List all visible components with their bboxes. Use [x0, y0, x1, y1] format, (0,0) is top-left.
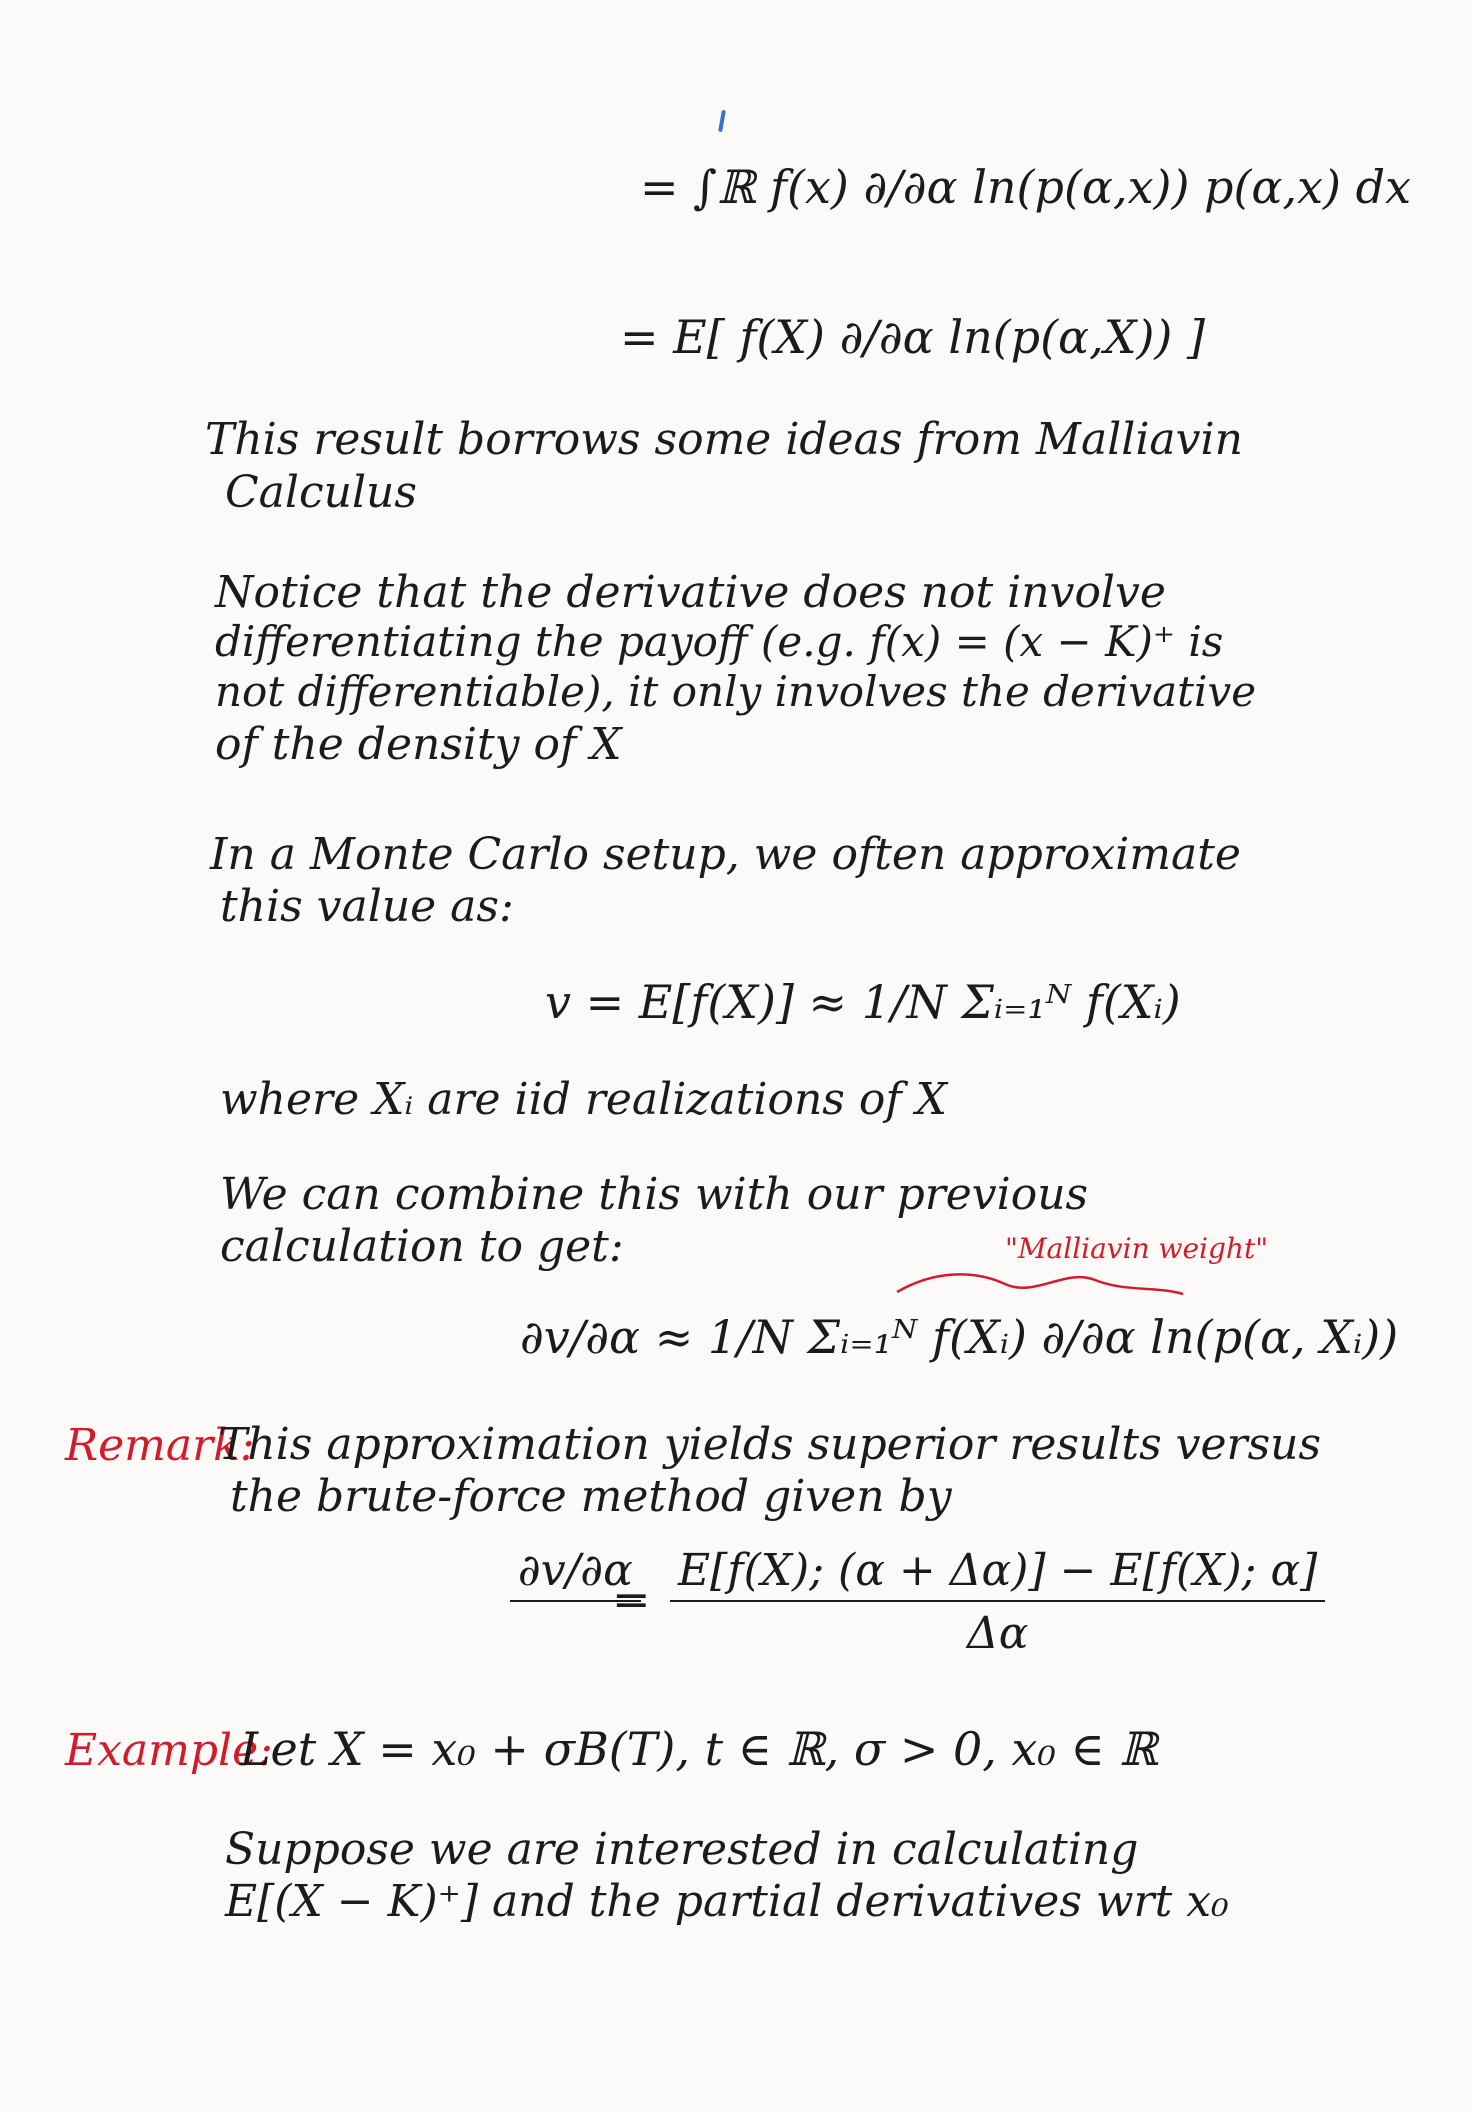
- remark-line2: the brute-force method given by: [230, 1471, 952, 1522]
- paragraph-malliavin-line2: Calculus: [225, 467, 417, 518]
- remark-line1: This approximation yields superior results versus: [218, 1419, 1322, 1470]
- equation-monte-carlo: v = E[f(X)] ≈ 1/N Σᵢ₌₁ᴺ f(Xᵢ): [545, 975, 1181, 1029]
- remark-label: Remark:: [65, 1420, 255, 1471]
- paragraph-suppose-line1: Suppose we are interested in calculating: [225, 1824, 1139, 1875]
- paragraph-combine-line2: calculation to get:: [220, 1221, 624, 1272]
- paragraph-notice-line2: differentiating the payoff (e.g. f(x) = (x − K)⁺ is: [215, 617, 1224, 666]
- paragraph-notice-line1: Notice that the derivative does not involve: [215, 567, 1166, 618]
- paragraph-montecarlo-line2: this value as:: [220, 881, 514, 932]
- paragraph-montecarlo-line1: In a Monte Carlo setup, we often approximate: [210, 829, 1241, 880]
- example-definition: Let X = x₀ + σB(T), t ∈ ℝ, σ > 0, x₀ ∈ ℝ: [240, 1722, 1158, 1776]
- finite-difference-equals: =: [612, 1572, 651, 1626]
- malliavin-weight-note: "Malliavin weight": [1005, 1232, 1269, 1265]
- fd-denominator: Δα: [966, 1608, 1029, 1659]
- fd-lhs-text: ∂v/∂α: [510, 1545, 641, 1602]
- finite-difference-fraction: [670, 1545, 1325, 1659]
- paragraph-notice-line4: of the density of X: [215, 719, 622, 770]
- equation-expectation: = E[ f(X) ∂/∂α ln(p(α,X)) ]: [620, 310, 1205, 364]
- fd-numerator: E[f(X); (α + Δα)] − E[f(X); α]: [670, 1545, 1325, 1602]
- equation-integral: = ∫ℝ f(x) ∂/∂α ln(p(α,x)) p(α,x) dx: [640, 160, 1412, 214]
- paragraph-combine-line1: We can combine this with our previous: [220, 1169, 1089, 1220]
- paragraph-suppose-line2: E[(X − K)⁺] and the partial derivatives wrt x₀: [225, 1876, 1229, 1927]
- paragraph-notice-line3: not differentiable), it only involves the derivative: [215, 667, 1257, 716]
- malliavin-weight-brace: [895, 1262, 1185, 1302]
- paragraph-malliavin-line1: This result borrows some ideas from Malliavin: [205, 414, 1243, 465]
- pen-mark: [718, 110, 726, 132]
- equation-malliavin-estimator: ∂v/∂α ≈ 1/N Σᵢ₌₁ᴺ f(Xᵢ) ∂/∂α ln(p(α, Xᵢ)): [520, 1310, 1399, 1364]
- example-label: Example:: [65, 1725, 273, 1776]
- paragraph-iid: where Xᵢ are iid realizations of X: [220, 1074, 947, 1125]
